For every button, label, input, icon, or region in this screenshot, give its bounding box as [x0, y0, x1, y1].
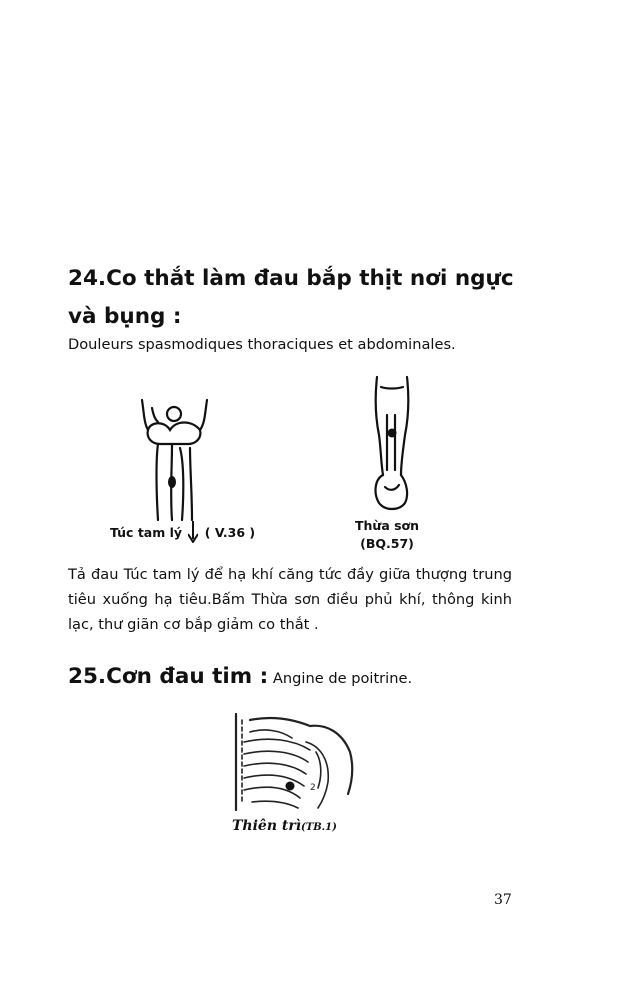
tuc-tam-ly-code: ( V.36 ): [204, 525, 256, 540]
thien-tri-code: (TB.1): [301, 822, 337, 833]
figure-tuc-tam-ly-caption: [110, 521, 255, 543]
svg-text:2: 2: [310, 783, 316, 793]
thua-son-label: Thừa sơn: [355, 518, 420, 533]
chest-illustration: [230, 712, 360, 812]
arrow-down-icon: [188, 521, 198, 543]
section-24-heading: 24.Co thắt làm đau bắp thịt nơi ngực và bụng :: [68, 266, 514, 329]
thien-tri-label: Thiên trì: [232, 818, 302, 834]
calf-illustration: [367, 375, 417, 515]
section-24-body: Tả đau Túc tam lý để hạ khí căng tức đầy giữa thượng trung tiêu xuống hạ tiêu.Bấm Thừa sơn điều phủ khí, thông kinh lạc, thư giãn cơ bắp giảm co thắt .: [68, 566, 512, 633]
figure-thien-tri-caption: [232, 818, 337, 834]
section-25-heading-line: [68, 664, 412, 689]
page-number: 37: [494, 892, 512, 908]
section-25-french-title: Angine de poitrine.: [268, 670, 413, 687]
tuc-tam-ly-label: Túc tam lý: [110, 525, 183, 540]
section-25-heading: 25.Cơn đau tim :: [68, 664, 269, 689]
knee-illustration: [132, 398, 222, 523]
thua-son-code: (BQ.57): [360, 536, 414, 551]
figure-thua-son-caption: [355, 517, 419, 553]
section-24-french-title: Douleurs spasmodiques thoraciques et abdominales.: [68, 336, 456, 353]
